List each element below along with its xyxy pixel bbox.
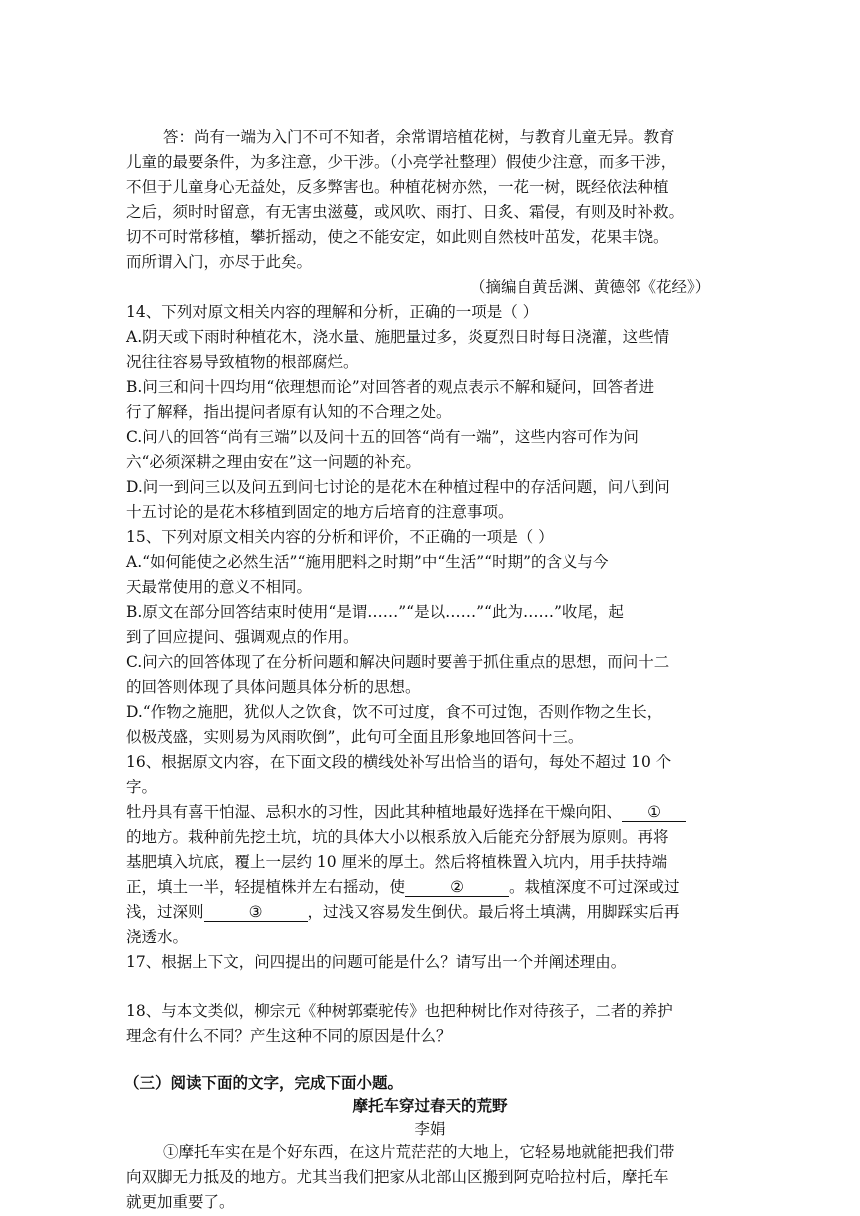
fill-blank-paragraph-line <box>126 876 680 898</box>
q15-option-b: B.原文在部分回答结束时使用“是谓……”“是以……”“此为……”收尾，起 <box>126 603 624 621</box>
q14-option-c: C.问八的回答“尚有三端”以及问十五的回答“尚有一端”，这些内容可作为问 <box>126 428 639 446</box>
question-15-stem: 15、下列对原文相关内容的分析和评价，不正确的一项是（ ） <box>126 528 554 546</box>
article-paragraph-line: ①摩托车实在是个好东西，在这片荒茫茫的大地上，它轻易地就能把我们带 <box>163 1143 675 1161</box>
fill-text: 牡丹具有喜干怕湿、忌积水的习性，因此其种植地最好选择在干燥向阳、 <box>126 803 623 821</box>
passage-answer-line: 而所谓入门，亦尽于此矣。 <box>126 253 313 271</box>
q14-option-b: B.问三和问十四均用“依理想而论”对回答者的观点表示不解和疑问，回答者进 <box>126 378 655 396</box>
blank-2[interactable]: ② <box>405 878 509 897</box>
fill-blank-paragraph-line: 浇透水。 <box>126 928 189 946</box>
source-citation: （摘编自黄岳渊、黄德邻《花经》） <box>470 278 711 296</box>
fill-text: 正，填土一半，轻提植株并左右摇动，使 <box>126 878 406 896</box>
q14-option-c: 六“必须深耕之理由安在”这一问题的补充。 <box>126 453 421 471</box>
passage-answer-line: 之后，须时时留意，有无害虫滋蔓，或风吹、雨打、日炙、霜侵，有则及时补救。 <box>126 203 685 221</box>
q15-option-c: C.问六的回答体现了在分析问题和解决问题时要善于抓住重点的思想，而问十二 <box>126 653 670 671</box>
fill-text: 浅，过深则 <box>126 903 204 921</box>
q14-option-d: 十五讨论的是花木移植到固定的地方后培育的注意事项。 <box>126 503 514 521</box>
article-title: 摩托车穿过春天的荒野 <box>352 1096 508 1115</box>
passage-answer-line: 儿童的最要条件，为多注意，少干涉。（小亮学社整理）假使少注意，而多干涉， <box>126 153 677 171</box>
blank-1[interactable]: ① <box>622 803 686 822</box>
fill-text: 。栽植深度不可过深或过 <box>509 878 680 896</box>
section-3-heading: （三）阅读下面的文字，完成下面小题。 <box>124 1073 404 1092</box>
q15-option-a: 天最常使用的意义不相同。 <box>126 578 313 596</box>
fill-blank-paragraph-line <box>126 901 680 923</box>
article-paragraph-line: 就更加重要了。 <box>126 1193 235 1211</box>
q14-option-a: A.阴天或下雨时种植花木，浇水量、施肥量过多，炎夏烈日时每日浇灌，这些情 <box>126 328 670 346</box>
question-14-stem: 14、下列对原文相关内容的理解和分析，正确的一项是（ ） <box>126 303 539 321</box>
q14-option-d: D.问一到问三以及问五到问七讨论的是花木在种植过程中的存活问题，问八到问 <box>126 478 670 496</box>
fill-text: ，过浅又容易发生倒伏。最后将土填满，用脚踩实后再 <box>307 903 680 921</box>
question-16-stem: 16、根据原文内容，在下面文段的横线处补写出恰当的语句，每处不超过 10 个 <box>126 753 672 771</box>
blank-3[interactable]: ③ <box>204 903 308 922</box>
q15-option-a: A.“如何能使之必然生活”“施用肥料之时期”中“生活”“时期”的含义与今 <box>126 553 609 571</box>
q14-option-b: 行了解释，指出提问者原有认知的不合理之处。 <box>126 403 452 421</box>
passage-answer-line: 不但于儿童身心无益处，反多弊害也。种植花树亦然，一花一树，既经依法种植 <box>126 178 669 196</box>
article-author: 李娟 <box>414 1120 446 1138</box>
question-18-stem: 理念有什么不同？产生这种不同的原因是什么？ <box>126 1027 452 1045</box>
q15-option-d: D.“作物之施肥，犹似人之饮食，饮不可过度，食不可过饱，否则作物之生长， <box>126 703 663 721</box>
q15-option-c: 的回答则体现了具体问题具体分析的思想。 <box>126 678 421 696</box>
fill-blank-paragraph-line: 的地方。栽种前先挖土坑，坑的具体大小以根系放入后能充分舒展为原则。再将 <box>126 828 669 846</box>
fill-blank-paragraph-line: 基肥填入坑底，覆上一层约 10 厘米的厚土。然后将植株置入坑内，用手扶持端 <box>126 853 668 871</box>
question-17-stem: 17、根据上下文，问四提出的问题可能是什么？请写出一个并阐述理由。 <box>126 953 627 971</box>
q15-option-d: 似极茂盛，实则易为风雨吹倒”，此句可全面且形象地回答问十三。 <box>126 728 584 746</box>
passage-answer-line: 切不可时常移植，攀折摇动，使之不能安定，如此则自然枝叶茁发，花果丰饶。 <box>126 228 669 246</box>
fill-blank-paragraph-line <box>126 801 686 823</box>
q15-option-b: 到了回应提问、强调观点的作用。 <box>126 628 359 646</box>
question-16-stem: 字。 <box>126 778 158 796</box>
article-paragraph-line: 向双脚无力抵及的地方。尤其当我们把家从北部山区搬到阿克哈拉村后，摩托车 <box>126 1168 669 1186</box>
passage-answer-line: 答：尚有一端为入门不可不知者，余常谓培植花树，与教育儿童无异。教育 <box>163 128 675 146</box>
question-18-stem: 18、与本文类似，柳宗元《种树郭橐驼传》也把种树比作对待孩子，二者的养护 <box>126 1002 673 1020</box>
q14-option-a: 况往往容易导致植物的根部腐烂。 <box>126 353 359 371</box>
